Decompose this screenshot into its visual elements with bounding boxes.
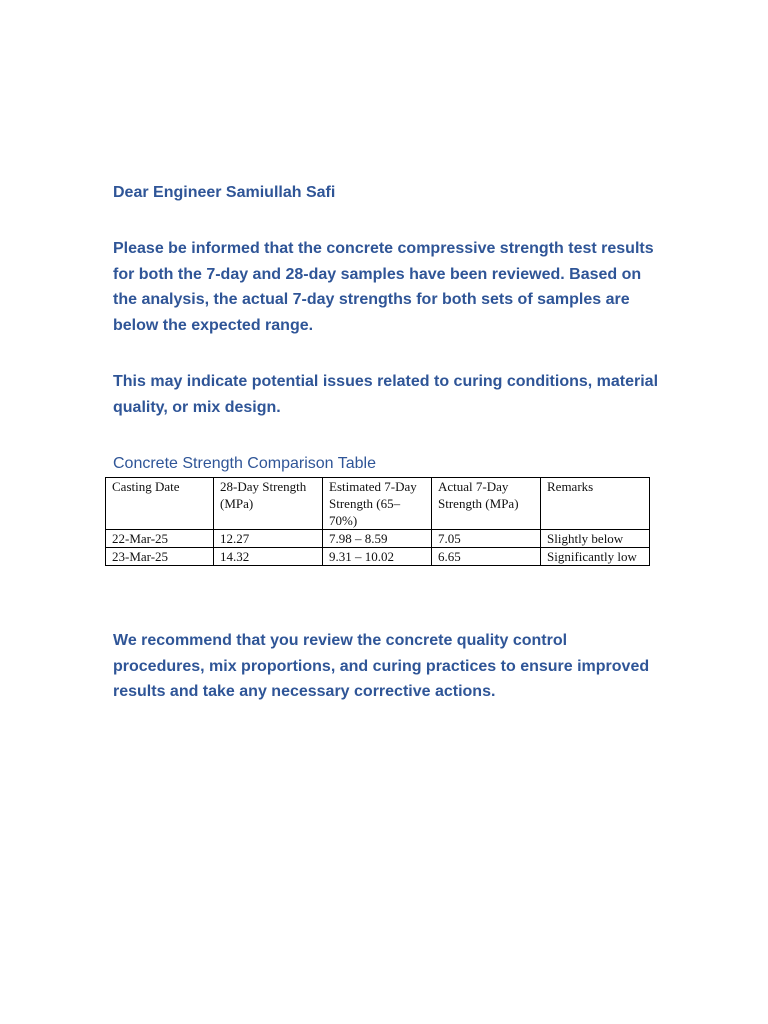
cell-remarks: Significantly low [541, 548, 650, 566]
table-header-row [106, 478, 650, 530]
cell-actual-7-day-strength: 7.05 [432, 530, 541, 548]
cell-estimated-7-day-strength: 9.31 – 10.02 [323, 548, 432, 566]
header-casting-date: Casting Date [106, 478, 214, 530]
table-row [106, 548, 650, 566]
header-actual-7-day-strength: Actual 7-Day Strength (MPa) [432, 478, 541, 530]
cell-estimated-7-day-strength: 7.98 – 8.59 [323, 530, 432, 548]
header-28-day-strength: 28-Day Strength (MPa) [214, 478, 323, 530]
strength-comparison-table [105, 477, 650, 566]
cell-28-day-strength: 12.27 [214, 530, 323, 548]
paragraph-review-notice: Please be informed that the concrete compressive strength test results for both the 7-day and 28-day samples have been reviewed. Based on the analysis, the actual 7-day strengths for both sets of samples are below the expected range. [113, 240, 654, 334]
cell-casting-date: 23-Mar-25 [106, 548, 214, 566]
header-remarks: Remarks [541, 478, 650, 530]
table-row [106, 530, 650, 548]
table-title: Concrete Strength Comparison Table [113, 455, 376, 472]
paragraph-potential-issues: This may indicate potential issues related to curing conditions, material quality, or mix design. [113, 373, 659, 416]
cell-28-day-strength: 14.32 [214, 548, 323, 566]
cell-actual-7-day-strength: 6.65 [432, 548, 541, 566]
salutation: Dear Engineer Samiullah Safi [113, 184, 336, 201]
paragraph-recommendation: We recommend that you review the concrete quality control procedures, mix proportions, and curing practices to ensure improved results and take any necessary corrective actions. [113, 632, 650, 700]
cell-remarks: Slightly below [541, 530, 650, 548]
cell-casting-date: 22-Mar-25 [106, 530, 214, 548]
header-estimated-7-day-strength: Estimated 7-Day Strength (65–70%) [323, 478, 432, 530]
